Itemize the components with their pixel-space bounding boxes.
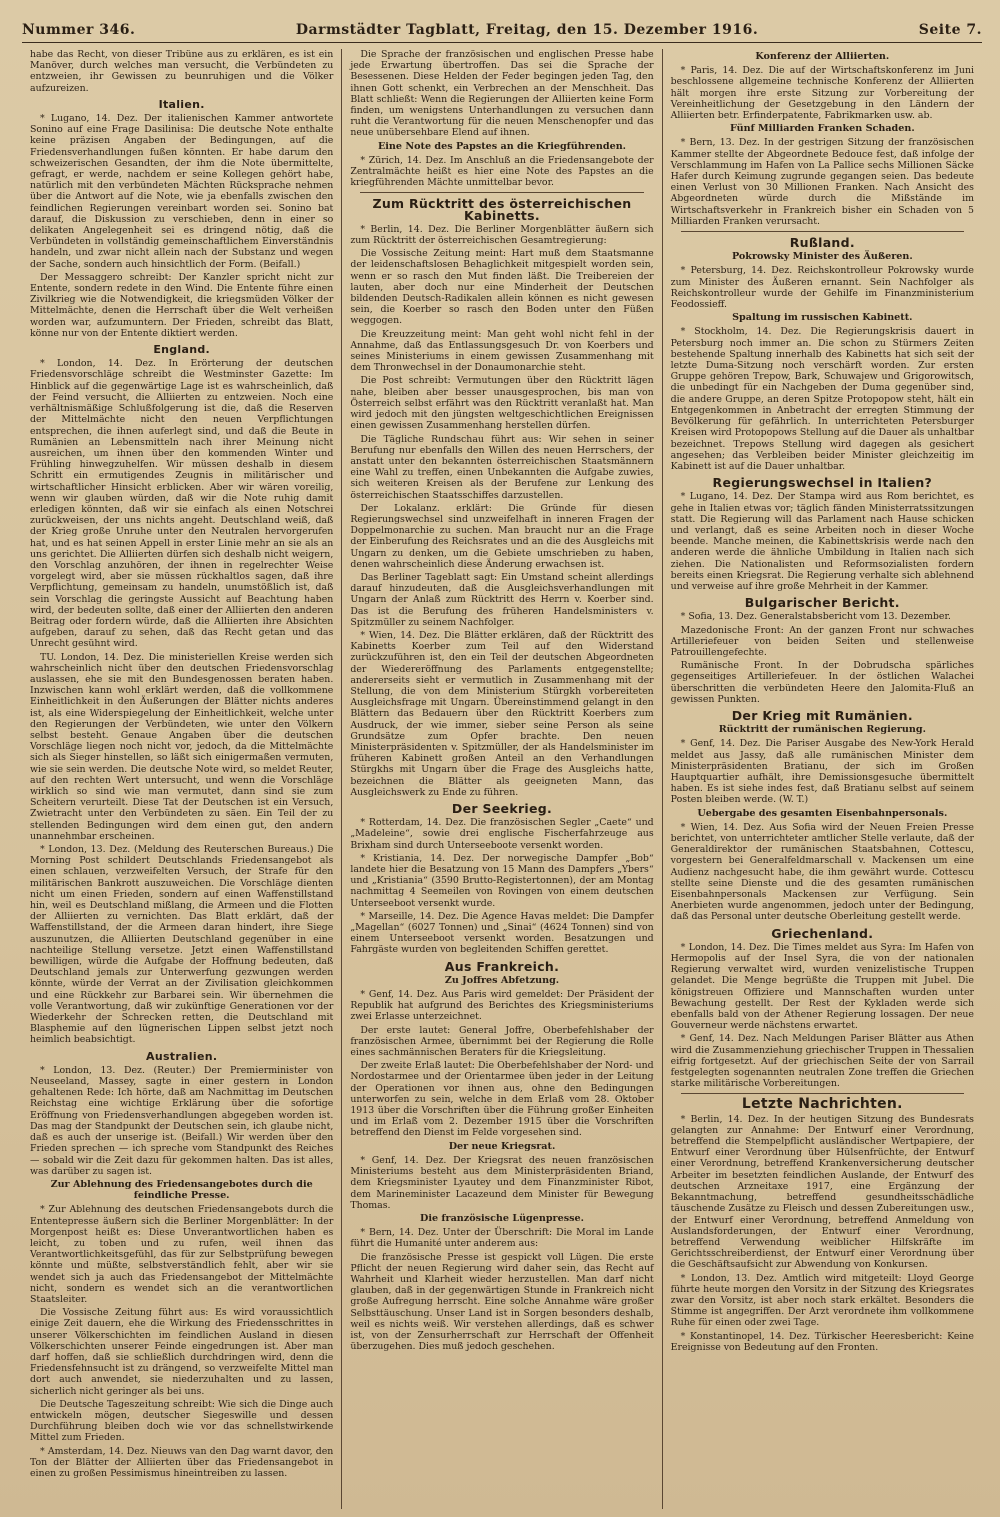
paragraph: * London, 13. Dez. (Meldung des Reuterschen Bureaus.) Die Morning Post schildert Deutschlands Friedensangebot als einen schlauen, verzweifelten Versuch, der Strafe für den militärischen Bankrott auszuweichen. Die Vorschläge dienten nicht um einen Frieden, sondern auf einen Waffenstillstand hin, weil es Deutschland mißlang, die Armeen und die Flotten der Alliierten zu vernichten. Das Blatt erklärt, daß der Waffenstillstand, der die Armeen daran hindert, ihre Siege auszunutzen, die Alliierten Deutschland gegenüber in eine nachteilige Stellung versetze. Jetzt einen Waffenstillstand bewilligen, würde die Aufgabe der Hoffnung bedeuten, daß Deutschland jemals zur Unterwerfung gezwungen werden könnte, würde der Verrat an der Zivilisation gleichkommen und eine Rückkehr zur Barbarei sein. Wir übernehmen die volle Verantwortung, daß wir zukünftige Generationen vor der Wiederkehr der Schrecken retten, die Deutschland mit Blasphemie auf den lügnerischen Lippen selbst jetzt noch heimlich beabsichtigt. xyxy=(30,844,334,1046)
paragraph: * Genf, 14. Dez. Nach Meldungen Pariser Blätter aus Athen wird die Zusammenziehung griechischer Truppen in Thessalien eifrig fortgesetzt. Auf der griechischen Seite der von Sarrail festgelegten sogenannten neutralen Zone treffen die Griechen starke militärische Vorbereitungen. xyxy=(670,1033,974,1090)
paragraph: * Lugano, 14. Dez. Der italienischen Kammer antwortete Sonino auf eine Frage Dasilinisa: Die deutsche Note enthalte keine präzisen Angaben der Bedingungen, auf die Friedensverhandlungen fußen könnten. Er habe darum den schweizerischen Gesandten, der ihm die Note übermittelte, gefragt, er werde, nachdem er seine Kollegen gehört habe, natürlich mit den verbündeten Mächten Rücksprache nehmen über die Antwort auf die Note, wie ja ebenfalls zwischen den feindlichen Regierungen vereinbart worden sei. Sonino bat darauf, die Diskussion zu verschieben, denn in einer so delikaten Angelegenheit sei es dringend nötig, daß die Verbündeten in vollständig gemeinschaftlichem Einverständnis handeln, und zwar nicht allein nach der Substanz und wegen der Sache, sondern auch hinsichtlich der Form. (Beifall.) xyxy=(30,113,334,270)
column-1 xyxy=(22,49,341,1509)
columns xyxy=(22,49,982,1509)
column-3 xyxy=(662,49,982,1509)
subheading-ablehnung: Zur Ablehnung des Friedensangebotes durch die feindliche Presse. xyxy=(50,1178,313,1202)
paragraph: TU. London, 14. Dez. Die ministeriellen Kreise werden sich wahrscheinlich nicht über den deutschen Friedensvorschlag auslassen, ehe sie mit den Bundesgenossen beraten haben. Inzwischen kann wohl erklärt werden, daß die vollkommene Einheitlichkeit in den Äußerungen der Blätter nichts anderes ist, als eine Widerspiegelung der Einheitlichkeit, welche unter den Regierungen der Verbündeten, wie unter den Völkern selbst besteht. Genaue Angaben über die deutschen Vorschläge liegen noch nicht vor, jedoch, da die Mittelmächte sich als Sieger hinstellen, so läßt sich einigermaßen vermuten, wie sie sein werden. Die deutsche Note wird, so meldet Reuter, auf den rechten Wert untersucht, und wenn die Vorschläge wirklich so sind wie man vermutet, dann sind sie zum Scheitern verurteilt. Diese Tat der Deutschen ist ein Versuch, Zwietracht unter den Verbündeten zu säen. Ein Teil der zu stellenden Bedingungen wird dem einen gut, den andern unannehmbar erscheinen. xyxy=(30,651,334,842)
paragraph: Die Kreuzzeitung meint: Man geht wohl nicht fehl in der Annahme, daß das Entlassungsgesuch Dr. von Koerbers und seines Ministeriums in einem gewissen Zusammenhang mit dem Thronwechsel in der Donaumonarchie steht. xyxy=(350,328,654,374)
section-heading-italien: Italien. xyxy=(158,97,205,111)
masthead xyxy=(22,22,982,43)
paragraph: Der erste lautet: General Joffre, Oberbefehlshaber der französischen Armee, übernimmt bei der Regierung die Rolle eines sachmännischen Beraters für die Kriegsleitung. xyxy=(350,1024,654,1059)
page-number: Seite 7. xyxy=(918,22,982,38)
subheading-milliarden: Fünf Milliarden Franken Schaden. xyxy=(729,123,915,135)
paragraph: Die Vossische Zeitung meint: Hart muß dem Staatsmanne der leidenschaftslosen Behaglichkeit mitgespielt worden sein, wenn er so rasch den Mut finden läßt. Die Treibereien der lauten, aber doch nur eine Minderheit der Deutschen bildenden Deutsch-Radikalen allein können es nicht gewesen sein, die Koerber so rasch den Boden unter den Füßen weggogen. xyxy=(350,248,654,327)
section-heading-ruecktritt: Zum Rücktritt des österreichischen Kabinetts. xyxy=(372,196,632,223)
section-heading-australien: Australien. xyxy=(146,1049,218,1063)
paragraph: Das Berliner Tageblatt sagt: Ein Umstand scheint allerdings darauf hinzudeuten, daß die Ausgleichsverhandlungen mit Ungarn der Anlaß zum Rücktritt des Herrn v. Koerber sind. Das ist die Berufung des früheren Handelsministers v. Spitzmüller zu seinem Nachfolger. xyxy=(350,571,654,628)
paragraph: * Zürich, 14. Dez. Im Anschluß an die Friedensangebote der Zentralmächte heißt es hier eine Note des Papstes an die kriegführenden Mächte unmittelbar bevor. xyxy=(350,154,654,189)
section-heading-regierungswechsel: Regierungswechsel in Italien? xyxy=(712,475,933,491)
subheading-luegenpresse: Die französische Lügenpresse. xyxy=(420,1212,584,1224)
subheading-kriegsrat: Der neue Kriegsrat. xyxy=(448,1140,556,1152)
paragraph: Der Lokalanz. erklärt: Die Gründe für diesen Regierungswechsel sind unzweifelhaft in inneren Fragen der Doppelmonarchie zu suchen. Man braucht nur an die Frage der Einberufung des Reichsrates und an die des Ausgleichs mit Ungarn zu denken, um die Gebiete umschrieben zu haben, denen wahrscheinlich diese Änderung erwachsen ist. xyxy=(350,502,654,570)
section-heading-england: England. xyxy=(153,343,211,357)
paragraph: * Rotterdam, 14. Dez. Die französischen Segler „Caete“ und „Madeleine“, sowie drei englische Fischerfahrzeuge aus Brixham sind durch Unterseeboote versenkt worden. xyxy=(350,817,654,851)
paragraph: Rumänische Front. In der Dobrudscha spärliches gegenseitiges Artilleriefeuer. In der östlichen Walachei überschritten die verbündeten Heere den Jalomita-Fluß an gewissen Punkten. xyxy=(670,660,974,705)
paragraph: Der Messaggero schreibt: Der Kanzler spricht nicht zur Entente, sondern redete in den Wind. Die Entente führe einen Zivilkrieg wie die Notwendigkeit, die kriegsmüden Völker der Mittelmächte, denen die Herrschaft über die Welt verheißen worden war, aufzumuntern. Der Frieden, schreibt das Blatt, könne nur von der Entente diktiert werden. xyxy=(30,271,334,339)
divider xyxy=(681,1093,964,1094)
paragraph: * Sofia, 13. Dez. Generalstabsbericht vom 13. Dezember. xyxy=(680,611,951,623)
section-heading-rumaenien: Der Krieg mit Rumänien. xyxy=(731,707,913,723)
paragraph: Die Vossische Zeitung führt aus: Es wird voraussichtlich einige Zeit dauern, ehe die Wirkung des Friedensschrittes in unserer Völkerschichten im feindlichen Ausland in diesen Völkerschichten unserer Feinde eingedrungen ist. Aber man darf hoffen, daß sie schließlich durchdringen wird, denn die Friedensfehnsucht ist zu drängend, so verzweifelte Mittel man dort auch anwendet, sie niederzuhalten und zu lassen, sicherlich nicht geringer als bei uns. xyxy=(30,1307,334,1397)
paragraph: Die Post schreibt: Vermutungen über den Rücktritt lägen nahe, bleiben aber besser unausgesprochen, bis man von Österreich selbst erfährt was den Rücktritt veranlaßt hat. Man wird jedoch mit den jüngsten weltgeschichtlichen Ereignissen einen gewissen Zusammenhang herstellen dürfen. xyxy=(350,375,654,432)
paragraph: * London, 13. Dez. Amtlich wird mitgeteilt: Lloyd George führte heute morgen den Vorsitz in der Sitzung des Kriegsrates zwar den Vorsitz, ist aber noch stark erkältet. Besonders die Stimme ist angegriffen. Der Arzt verordnete ihm vollkommene Ruhe für einen oder zwei Tage. xyxy=(670,1272,974,1329)
paragraph: Die französische Presse ist gespickt voll Lügen. Die erste Pflicht der neuen Regierung wird daher sein, das Recht auf Wahrheit und Klarheit wieder herzustellen. Man darf nicht glauben, daß in der gegenwärtigen Stunde in Frankreich nicht große Aufregung herrscht. Eine solche Annahme wäre großer Selbsttäuschung. Unser Land ist in Sorgen besonders deshalb, weil es nichts weiß. Wir verstehen allerdings, daß es schwer ist, von der Zensurherrschaft zur Herrschaft der Offenheit überzugehen. Dies muß jedoch geschehen. xyxy=(350,1251,654,1353)
paragraph: * Genf, 14. Dez. Aus Paris wird gemeldet: Der Präsident der Republik hat aufgrund des Berichtes des Kriegsministeriums zwei Erlasse unterzeichnet. xyxy=(350,989,654,1023)
paragraph: * Berlin, 14. Dez. Die Berliner Morgenblätter äußern sich zum Rücktritt der österreichischen Gesamtregierung: xyxy=(350,223,654,247)
paragraph: habe das Recht, von dieser Tribüne aus zu erklären, es ist ein Manöver, durch welches man versucht, die Verbündeten zu entzweien, ihr Gewissen zu beunruhigen und die Völker aufzureizen. xyxy=(30,49,334,94)
section-heading-letzte-nachrichten: Letzte Nachrichten. xyxy=(741,1096,903,1113)
paragraph: * Genf, 14. Dez. Die Pariser Ausgabe des New-York Herald meldet aus Jassy, daß alle rumänischen Minister dem Ministerpräsidenten Bratianu, der sich im Großen Hauptquartier aufhält, ihre Demissionsgesuche übermittelt haben. Es ist siehe indes fest, daß Bratianu selbst auf seinem Posten bleiben werde. (W. T.) xyxy=(670,738,974,806)
divider xyxy=(681,231,964,232)
paragraph: * Lugano, 14. Dez. Der Stampa wird aus Rom berichtet, es gehe in Italien etwas vor; täglich fänden Ministerratssitzungen statt. Die Regierung will das Parlament nach Hause schicken und verlangt, daß es seine Arbeiten noch in dieser Woche beende. Manche meinen, die Kabinettskrisis werde nach den anderen werde die ähnliche Umbildung in Italien nach sich ziehen. Die Nationalisten und Reformsozialisten fordern bereits einen Kriegsrat. Die Regierung verhalte sich ablehnend und verweise auf ihre große Mehrheit in der Kammer. xyxy=(670,491,974,592)
subheading-pokrowski: Pokrowsky Minister des Äußeren. xyxy=(731,251,913,263)
subheading-papst: Eine Note des Papstes an die Kriegführenden. xyxy=(377,140,627,152)
paragraph: Die Deutsche Tageszeitung schreibt: Wie sich die Dinge auch entwickeln mögen, deutscher Siegeswille und dessen Durchführung bleiben doch wie vor das schnellstwirkende Mittel zum Frieden. xyxy=(30,1398,334,1444)
paragraph: * Kristiania, 14. Dez. Der norwegische Dampfer „Bob“ landete hier die Besatzung von 15 Mann des Dampfers „Ybers“ und „Kristiania“ (3590 Brutto-Registertonnen), der am Montag nachmittag 4 Seemeilen von Rovingen von einem deutschen Unterseeboot versenkt wurde. xyxy=(350,852,654,909)
subheading-spaltung: Spaltung im russischen Kabinett. xyxy=(732,312,913,324)
section-heading-seekrieg: Der Seekrieg. xyxy=(451,801,553,816)
subheading-ruecktritt-rumaenien: Rücktritt der rumänischen Regierung. xyxy=(718,724,926,736)
subheading-konferenz: Konferenz der Alliierten. xyxy=(755,51,890,62)
paragraph: * Wien, 14. Dez. Die Blätter erklären, daß der Rücktritt des Kabinetts Koerber zum Teil auf den Widerstand zurückzuführen ist, den ein Teil der deutschen Abgeordneten der Wiedereröffnung des Parlaments entgegenstellte; andererseits sieht er vermutlich in Zusammenhang mit der Stellung, die von dem Ministerium Stürgkh vorbereiteten Ausgleichsfrage mit Ungarn. Übereinstimmend gelangt in den Blättern das Bedauern über den Rücktritt Koerbers zum Ausdruck, der wie immer, sieber seine Person als seine Grundsätze zum Opfer brachte. Den neuen Ministerpräsidenten v. Spitzmüller, der als Handelsminister im früheren Kabinett großen Anteil an den Verhandlungen Stürgkhs mit Ungarn über die Frage des Ausgleichs hatte, bezeichnen die Blätter als geeigneten Mann, das Ausgleichswerk zu Ende zu führen. xyxy=(350,629,654,798)
paragraph: Der zweite Erlaß lautet: Die Oberbefehlshaber der Nord- und Nordostarmee und der Orientarmee üben jeder in der Leitung der Operationen vor ihnen aus, ohne den Bedingungen unterworfen zu sein, welche in dem Erlaß vom 28. Oktober 1913 über die Vorschriften über die Führung großer Einheiten und im Erlaß vom 2. Dezember 1915 über die Vorschriften betreffend den Dienst im Felde vorgesehen sind. xyxy=(350,1060,654,1139)
subheading-eisenbahn: Uebergabe des gesamten Eisenbahnpersonals. xyxy=(697,807,948,819)
paragraph: * Marseille, 14. Dez. Die Agence Havas meldet: Die Dampfer „Magellan“ (6027 Tonnen) und „Sinai“ (4624 Tonnen) sind von einem Unterseeboot versenkt worden. Besatzungen und Fahrgäste wurden von begleitenden Schiffen gerettet. xyxy=(350,910,654,956)
subheading-joffre: Zu Joffres Abfetzung. xyxy=(444,974,560,986)
paragraph: Die Tägliche Rundschau führt aus: Wir sehen in seiner Berufung nur ebenfalls den Willen des neuen Herrschers, der anstatt unter den bekannten österreichischen Staatsmännern eine Wahl zu treffen, einen Unbekannten die Aufgabe zuwies, sich weiteren Kreisen als der Berufene zur Lenkung des österreichischen Staatsschiffes darzustellen. xyxy=(350,433,654,501)
paragraph: * Bern, 13. Dez. In der gestrigen Sitzung der französischen Kammer stellte der Abgeordnete Bedouce fest, daß infolge der Verschlammung im Hafen von La Pallice sechs Millionen Säcke Hafer durch Keimung zugrunde gegangen seien. Das bedeute einen Verlust von 30 Millionen Franken. Nach Ansicht des Abgeordneten würde durch die Mißstände im Wirtschaftsverkehr in Frankreich bisher ein Schaden von 5 Milliarden Franken verursacht. xyxy=(670,137,974,227)
paragraph: * Genf, 14. Dez. Der Kriegsrat des neuen französischen Ministeriums besteht aus dem Ministerpräsidenten Briand, dem Kriegsminister Lyautey und dem Finanzminister Ribot, dem Marineminister Lacazeund dem Minister für Bewegung Thomas. xyxy=(350,1154,654,1211)
section-heading-frankreich: Aus Frankreich. xyxy=(444,958,560,974)
paragraph: * Bern, 14. Dez. Unter der Überschrift: Die Moral im Lande führt die Humanité unter anderem aus: xyxy=(350,1227,654,1250)
paragraph: * Wien, 14. Dez. Aus Sofia wird der Neuen Freien Presse berichtet, von unterrichteter amtlicher Stelle verlaute, daß der Generaldirektor der rumänischen Staatsbahnen, Cottescu, vorgestern bei Generalfeldmarschall v. Mackensen um eine Audienz nachgesucht habe, die ihm gewährt wurde. Cottescu stellte seine Dienste und die des gesamten rumänischen Eisenbahnpersonals Mackensen zur Verfügung. Sein Anerbieten wurde angenommen, jedoch unter der Bedingung, daß das Personal unter deutsche Oberleitung gestellt werde. xyxy=(670,821,974,923)
section-heading-bulgarien: Bulgarischer Bericht. xyxy=(744,595,900,611)
paragraph: * London, 14. Dez. Die Times meldet aus Syra: Im Hafen von Hermopolis auf der Insel Syra, die von der nationalen Regierung verwaltet wird, wurden venizelistische Truppen gelandet. Die Menge begrüßte die Truppen mit Jubel. Die königstreuen Offiziere und Mannschaften wurden unter Bewachung gestellt. Der Rest der Kykladen werde sich ebenfalls bald von der Athener Regierung lossagen. Der neue Gouverneur werde nächstens erwartet. xyxy=(670,941,974,1032)
paragraph: * London, 14. Dez. In Erörterung der deutschen Friedensvorschläge schreibt die Westminster Gazette: Im Hinblick auf die gegenwärtige Lage ist es wahrscheinlich, daß der Feind versucht, die Alliierten zu entzweien. Noch eine verhältnismäßige Schlußfolgerung ist die, daß die Reserven der Mittelmächte nicht den neuen Verpflichtungen entsprechen, die ihnen auferlegt sind, und daß die Beute in Rumänien an Lebensmitteln nach ihrer Meinung nicht ausreichen, um ihnen über den kommenden Winter und Frühling hinwegzuhelfen. Wir müssen deshalb in diesem Schritt ein ermutigendes Zeugnis in militärischer und wirtschaftlicher Hinsicht erblicken. Aber wir wären voreilig, wenn wir glauben würden, daß wir die Note ruhig damit erledigen könnten, daß wir sie einfach als einen Notschrei zurückweisen, der uns nichts angeht. Deutschland weiß, daß der Krieg große Unruhe unter den Neutralen hervorgerufen hat, und es hat seinen Appell in erster Linie mehr an sie als an uns gerichtet. Die Alliierten dürfen sich deshalb nicht weigern, den Vorschlag anzuhören, der ihnen in regelrechter Weise vorgelegt wird, aber sie müssen rückhaltlos sagen, daß ihre Verpflichtung, gemeinsam zu handeln, unumstößlich ist, daß sein Vorschlag die geringste Aussicht auf Beachtung haben wird, der bedeuten sollte, daß einer der Alliierten den anderen Beitrag oder fordern würde, daß die Alliierten ihre Absichten aufgeben, darauf zu sehen, daß das Recht getan und das Unrecht gesühnt wird. xyxy=(30,358,334,650)
section-heading-russland: Rußland. xyxy=(789,235,855,251)
paragraph: * Petersburg, 14. Dez. Reichskontrolleur Pokrowsky wurde zum Minister des Äußeren ernannt. Sein Nachfolger als Reichskontrolleur wurde der Gehilfe im Finanzministerium Feodossieff. xyxy=(670,265,974,311)
paragraph: * Konstantinopel, 14. Dez. Türkischer Heeresbericht: Keine Ereignisse von Bedeutung auf den Fronten. xyxy=(670,1330,974,1353)
paragraph: * Amsterdam, 14. Dez. Nieuws van den Dag warnt davor, den Ton der Blätter der Alliierten über das Friedensangebot in einen zu großen Pessimismus hineintreiben zu lassen. xyxy=(30,1445,334,1479)
paragraph: * London, 13. Dez. (Reuter.) Der Premierminister von Neuseeland, Massey, sagte in einer gestern in London gehaltenen Rede: Ich hörte, daß am Nachmittag im Deutschen Reichstag eine wichtige Erklärung über die sofortige Eröffnung von Friedensverhandlungen abgegeben worden ist. Das mag der Standpunkt der Deutschen sein, ich glaube nicht, daß es auch der unserige ist. (Beifall.) Wir werden über den Frieden sprechen — ich spreche vom Standpunkt des Reiches — sobald wir die Zeit dazu für gekommen halten. Das ist alles, was darüber zu sagen ist. xyxy=(30,1064,334,1177)
paragraph: * Stockholm, 14. Dez. Die Regierungskrisis dauert in Petersburg noch immer an. Die schon zu Stürmers Zeiten bestehende Spaltung innerhalb des Kabinetts hat sich seit der letzte Duma-Sitzung noch verschärft worden. Zur ersten Gruppe gehören Trepow, Bark, Schuwajew und Grigorowitsch, die unbedingt für ein Nachgeben der Duma gegenüber sind, die andere Gruppe, an deren Spitze Protopopow steht, hält ein Entgegenkommen in Anbetracht der erregten Stimmung der Bevölkerung für gefährlich. In unterrichteten Petersburger Kreisen wird Protopopows Stellung auf die Dauer als unhaltbar bezeichnet. Trepows Stellung wird dagegen als gesichert angesehen; das Verbleiben beider Minister gleichzeitig im Kabinett ist auf die Dauer unhaltbar. xyxy=(670,326,974,472)
paragraph: * Paris, 14. Dez. Die auf der Wirtschaftskonferenz im Juni beschlossene allgemeine technische Konferenz der Alliierten hält morgen ihre erste Sitzung zur Vorbereitung der Vereinheitlichung der Gesetzgebung in den Ländern der Alliierten betr. Erfinderpatente, Fabrikmarken usw. ab. xyxy=(670,65,974,122)
newspaper-title: Darmstädter Tagblatt, Freitag, den 15. Dezember 1916. xyxy=(295,22,759,38)
paragraph: * Berlin, 14. Dez. In der heutigen Sitzung des Bundesrats gelangten zur Annahme: Der Entwurf einer Verordnung, betreffend die Stempelpflicht ausländischer Wertpapiere, der Entwurf einer Verordnung über Hülsenfrüchte, der Entwurf einer Verordnung, betreffend Krankenversicherung deutscher Arbeiter im besetzten feindlichen Auslande, der Entwurf des deutschen Arzneitaxe 1917, eine Ergänzung der Bekanntmachung, betreffend gesundheitsschädliche täuschende Zusätze zu Fleisch und dessen Zubereitungen usw., der Entwurf einer Verordnung, betreffend Anmeldung von Auslandsforderungen, der Entwurf einer Verordnung, betreffend Verwendung weiblicher Hilfskräfte im Gerichtsschreiberdienst, der Entwurf einer Verordnung über die Geschäftsaufsicht zur Abwendung von Konkursen. xyxy=(670,1113,974,1271)
divider xyxy=(360,192,643,193)
paragraph: Die Sprache der französischen und englischen Presse habe jede Erwartung übertroffen. Das sei die Sprache der Besessenen. Diese Helden der Feder begingen jeden Tag, den ihnen Gott schenkt, ein Verbrechen an der Menschheit. Das Blatt schließt: Wenn die Regierungen der Alliierten keine Form finden, um wenigstens Unterhandlungen zu versuchen dann ruht die Verantwortung für die neuen Menschenopfer und das neue unübersehbare Elend auf ihnen. xyxy=(350,49,654,139)
section-heading-griechenland: Griechenland. xyxy=(771,925,874,941)
issue-number: Nummer 346. xyxy=(22,22,136,38)
column-2 xyxy=(341,49,661,1509)
paragraph: Mazedonische Front: An der ganzen Front nur schwaches Artilleriefeuer von beiden Seiten und stellenweise Patrouillengefechte. xyxy=(670,624,974,658)
paragraph: * Zur Ablehnung des deutschen Friedensangebots durch die Ententepresse äußern sich die Berliner Morgenblätter: In der Morgenpost heißt es: Diese Unverantwortlichen haben es leicht, zu toben und zu rufen, weil ihnen das Verantwortlichkeitsgefühl, das für zur Selbstprüfung bewegen könnte und müßte, selbstverständlich fehlt, aber wir sie wendet sich ja auch das Friedensangebot der Mittelmächte nicht, sondern es wendet sich an die verantwortlichen Staatsleiter. xyxy=(30,1204,334,1305)
